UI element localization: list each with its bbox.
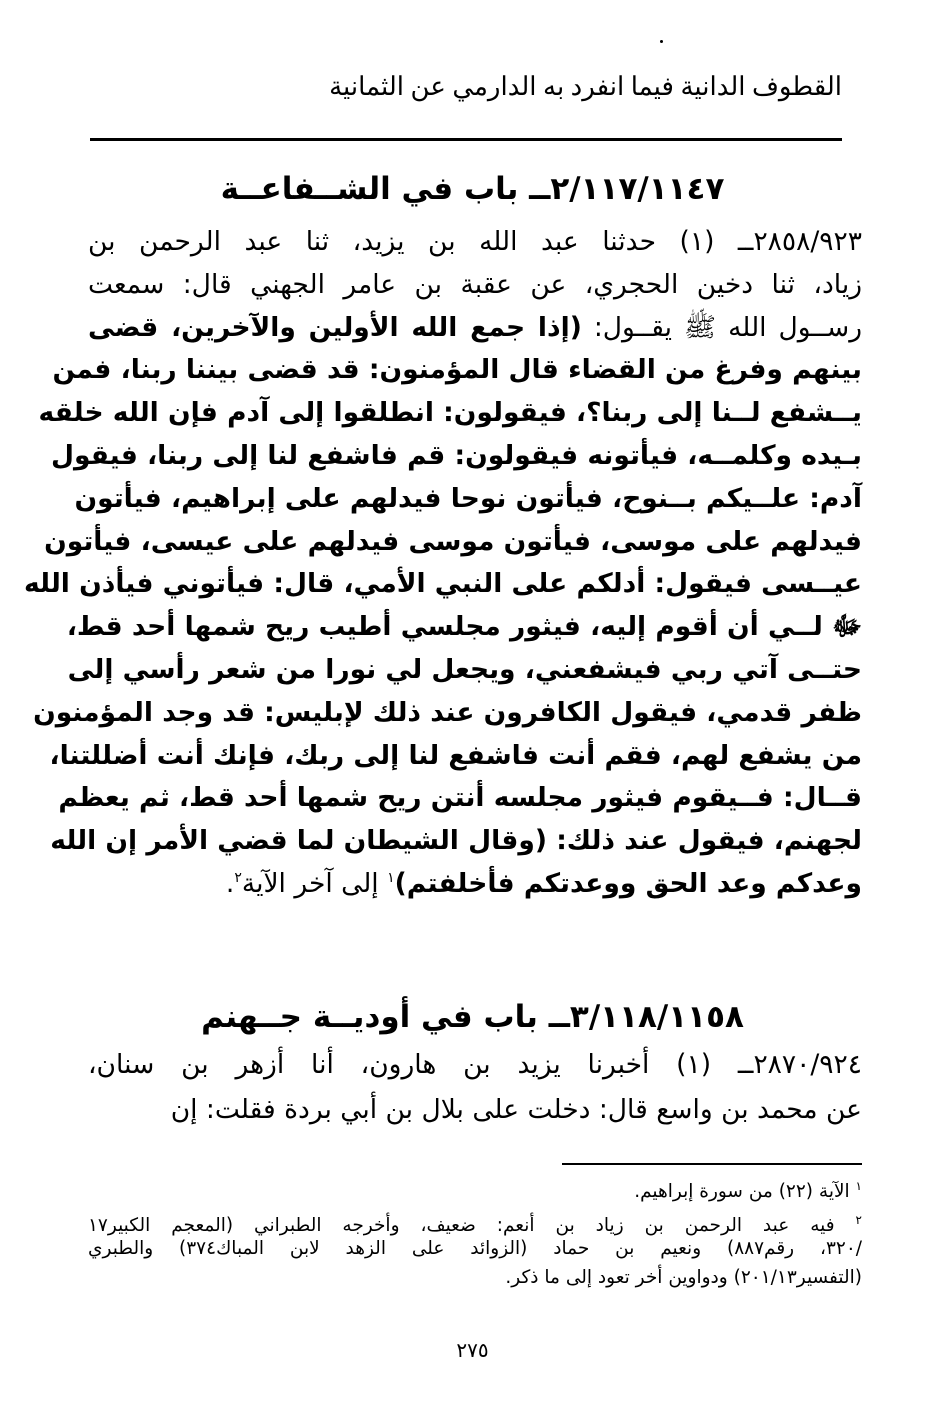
header-rule [90, 138, 842, 141]
text-line [33, 693, 862, 733]
text-line [51, 436, 862, 476]
text-segment: زياد، ثنا دخين الحجري، عن عقبة بن عامر الجهني قال: سمعت [88, 268, 862, 300]
text-segment: . [225, 868, 235, 899]
text-line [58, 778, 862, 818]
footnote-text: /٣٢٠، رقم٨٨٧) ونعيم بن حماد (الزوائد على الزهد لابن المباك٣٧٤) والطبري [88, 1238, 863, 1259]
text-line [88, 308, 862, 348]
text-segment: عيــسى فيقول: أدلكم على النبي الأمي، قال: فيأتوني فيأذن الله [23, 568, 862, 600]
text-segment: فيدلهم على موسى، فيأتون موسى فيدلهم على عيسى، فيأتون [44, 525, 862, 557]
text-segment: ٢٨٥٨/٩٢٣ــ (١) حدثنا عبد الله بن يزيد، ثنا عبد الرحمن بن [88, 226, 862, 257]
text-line [88, 864, 862, 904]
text-segment: بـيده وكلمــه، فيأتونه فيقولون: قم فاشفع لنا إلى ربنا، فيقول [51, 440, 862, 471]
text-segment: رســول الله ﷺ يقــول: [581, 311, 863, 343]
text-segment: ٢٨٧٠/٩٢٤ــ (١) أخبرنا يزيد بن هارون، أنا أزهر بن سنان، [88, 1049, 862, 1080]
text-segment: ﷻ لــي أن أقوم إليه، فيثور مجلسي أطيب ريح شمها أحد قط، [66, 611, 862, 643]
text-segment: يــشفع لــنا إلى ربنا؟، فيقولون: انطلقوا إلى آدم فإن الله خلقه [38, 397, 862, 429]
footnote-text: الآية (٢٢) من سورة إبراهيم. [634, 1181, 850, 1203]
speck-mark [660, 40, 663, 43]
text-line [88, 1090, 862, 1130]
text-segment: لجهنم، فيقول عند ذلك: [546, 825, 862, 857]
text-segment: بينهم وفرغ من القضاء قال المؤمنون: قد قضى بيننا ربنا، فمن [52, 354, 862, 386]
page-number: ٢٧٥ [456, 1338, 489, 1362]
text-line [52, 350, 862, 390]
text-line [23, 564, 862, 604]
footnote-reference: ١ [387, 870, 395, 887]
text-segment: قــال: فــيقوم فيثور مجلسه أنتن ريح شمها أحد قط، ثم يعظم [58, 782, 862, 814]
text-segment: عن محمد بن واسع قال: دخلت على بلال بن أبي بردة فقلت: إن [170, 1094, 862, 1125]
running-header: القطوف الدانية فيما انفرد به الدارمي عن الثمانية [329, 72, 842, 101]
text-segment: آدم: علــيكم بــنوح، فيأتون نوحا فيدلهم على إبراهيم، فيأتون [74, 482, 862, 514]
text-line [67, 650, 862, 690]
text-line [88, 222, 862, 262]
text-line [49, 736, 862, 776]
text-line [50, 821, 862, 861]
text-segment: إلى آخر الآية [241, 868, 388, 899]
text-line [88, 265, 862, 305]
section-title-valleys-of-hell: ٣/١١٨/١١٥٨ــ باب في أوديــة جــهنم [201, 999, 744, 1035]
text-segment: حتــى آتي ربي فيشفعني، ويجعل لي نورا من شعر رأسي إلى [67, 654, 862, 685]
footnote-mark: ١ [855, 1179, 862, 1193]
footnote-text: فيه عبد الرحمن بن زياد بن أنعم: ضعيف، وأخرجه الطبراني (المعجم الكبير١٧ [88, 1215, 835, 1237]
text-line [38, 393, 862, 433]
text-segment: ظفر قدمي، فيقول الكافرون عند ذلك لإبليس: قد وجد المؤمنون [33, 696, 862, 728]
text-line [74, 479, 862, 519]
text-segment: (وقال الشيطان لما قضي الأمر إن الله [50, 825, 547, 857]
text-line [88, 1045, 862, 1085]
footnote-line [88, 1172, 862, 1206]
text-line [66, 607, 862, 647]
footnote-text: (التفسير٢٠١/١٣) ودواوين أخر تعود إلى ما ذكر. [505, 1267, 862, 1288]
footnote-line [88, 1264, 862, 1292]
text-segment: (إذا جمع الله الأولين والآخرين، قضى [88, 311, 582, 343]
text-segment: وعدكم وعد الحق ووعدتكم فأخلفتم) [394, 868, 862, 899]
footnote-rule [562, 1163, 862, 1165]
text-segment: من يشفع لهم، فقم أنت فاشفع لنا إلى ربك، فإنك أنت أضللتنا، [49, 739, 862, 771]
footnote-mark: ٢ [855, 1213, 862, 1227]
footnote-reference: ٢ [234, 870, 242, 887]
section-title-intercession: ٢/١١٧/١١٤٧ــ باب في الشــفاعــة [220, 171, 725, 207]
footnote-line [88, 1235, 862, 1263]
text-line [44, 522, 862, 562]
